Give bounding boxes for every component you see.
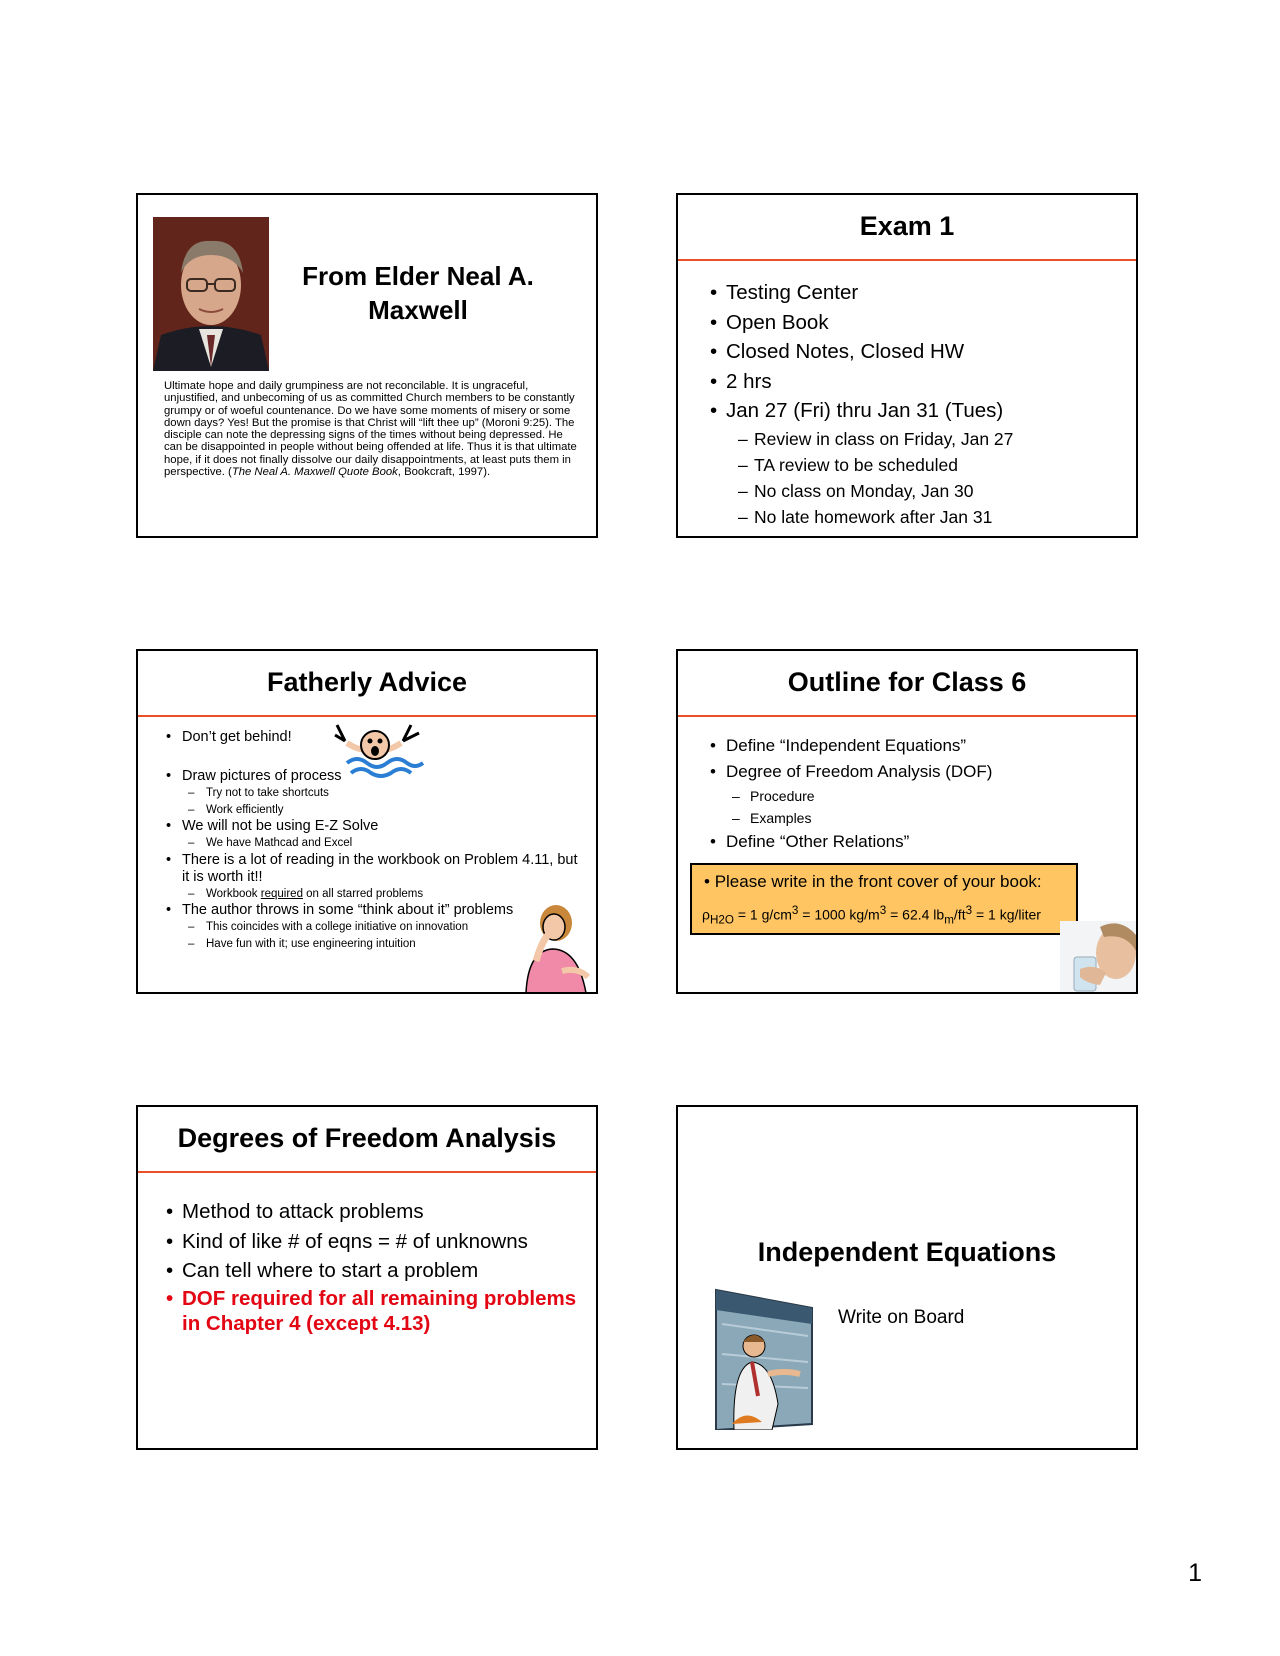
list-item: • Open Book bbox=[706, 308, 1126, 338]
list-item: • 2 hrs bbox=[706, 367, 1126, 397]
sub-list-item: – This coincides with a college initiative on innovation bbox=[162, 919, 582, 936]
sub-list-item: – TA review to be scheduled bbox=[706, 452, 1126, 478]
highlight-item: • DOF required for all remaining problems in Chapter 4 (except 4.13) bbox=[162, 1286, 592, 1336]
list-item: • There is a lot of reading in the workbook on Problem 4.11, but it is worth it!! bbox=[162, 852, 582, 886]
reminder-box bbox=[690, 863, 1078, 935]
quote-text: Ultimate hope and daily grumpiness are not reconcilable. It is ungraceful, unjustified, and unbecoming of us as committed Church members to be constantly grumpy or of woeful countenance. Do we have some moments of misery or some down days? Yes! But the promise is that Christ will “lift thee up” (Moroni 9:25). The disciple can note the depressing signs of the times without being depressed. He can be disappointed in people without being offended at life. Thus it is that ultimate hope, if it does not finally dissolve our daily disappointments, at least puts them in perspective. (The Neal A. Maxwell Quote Book, Bookcraft, 1997). bbox=[164, 380, 577, 479]
page-number: 1 bbox=[1188, 1559, 1202, 1587]
bullet-list bbox=[162, 1197, 592, 1336]
list-item: • Can tell where to start a problem bbox=[162, 1256, 592, 1286]
slide-title: From Elder Neal A. Maxwell bbox=[302, 261, 534, 325]
sub-list-item: – Procedure bbox=[706, 785, 1126, 807]
sub-list-item: – Examples bbox=[706, 807, 1126, 829]
sub-list-item: – Have fun with it; use engineering intuition bbox=[162, 936, 582, 953]
sub-list-item: – Workbook required on all starred problems bbox=[162, 886, 582, 903]
bullet-list bbox=[706, 278, 1126, 530]
slide-title: Degrees of Freedom Analysis bbox=[177, 1123, 557, 1153]
list-item: • We will not be using E-Z Solve bbox=[162, 818, 582, 835]
list-item: • Draw pictures of process bbox=[162, 768, 582, 785]
sub-list-item: – Try not to take shortcuts bbox=[162, 785, 582, 802]
slide-title: Independent Equations bbox=[757, 1237, 1057, 1267]
sub-list-item: – Work efficiently bbox=[162, 802, 582, 819]
slide-fatherly-advice bbox=[136, 649, 598, 994]
slide-outline-class-6 bbox=[676, 649, 1138, 994]
sub-list-item: – We have Mathcad and Excel bbox=[162, 835, 582, 852]
sub-list-item: – Review in class on Friday, Jan 27 bbox=[706, 426, 1126, 452]
sub-list-item: – No late homework after Jan 31 bbox=[706, 504, 1126, 530]
portrait-photo bbox=[153, 217, 269, 371]
slide-title: Fatherly Advice bbox=[266, 667, 468, 697]
drinking-water-photo bbox=[1060, 921, 1138, 994]
list-item: • The author throws in some “think about it” problems bbox=[162, 902, 582, 919]
thinking-woman-clipart bbox=[522, 901, 594, 993]
list-item: • Define “Independent Equations” bbox=[706, 733, 1126, 759]
slide-subtitle: Write on Board bbox=[838, 1307, 965, 1328]
list-item: • Testing Center bbox=[706, 278, 1126, 308]
list-item: • Don’t get behind! bbox=[162, 729, 582, 746]
title-divider bbox=[138, 1171, 596, 1173]
bullet-list bbox=[706, 733, 1126, 855]
drowning-person-clipart bbox=[333, 721, 425, 781]
list-item: • Closed Notes, Closed HW bbox=[706, 337, 1126, 367]
list-item: • Kind of like # of eqns = # of unknowns bbox=[162, 1227, 592, 1257]
slide-title: Outline for Class 6 bbox=[787, 667, 1027, 697]
teacher-at-board-clipart bbox=[712, 1284, 816, 1430]
list-item: • Define “Other Relations” bbox=[706, 829, 1126, 855]
list-item: • Degree of Freedom Analysis (DOF) bbox=[706, 759, 1126, 785]
list-item: • Jan 27 (Fri) thru Jan 31 (Tues) bbox=[706, 396, 1126, 426]
title-divider bbox=[138, 715, 596, 717]
slide-elder-maxwell bbox=[136, 193, 598, 538]
density-formula: $\rho_{H2O} = 1$ $g/cm^3 = 1000$ $kg/m^3 = 62.4$ $lb_m/ft^3 = 1$ kg/liter bbox=[702, 904, 1041, 927]
list-item: • Method to attack problems bbox=[162, 1197, 592, 1227]
sub-list-item: – No class on Monday, Jan 30 bbox=[706, 478, 1126, 504]
slide-exam-1 bbox=[676, 193, 1138, 538]
title-divider bbox=[678, 259, 1136, 261]
reminder-text: • Please write in the front cover of your book: bbox=[704, 872, 1042, 891]
slide-title: Exam 1 bbox=[859, 211, 955, 241]
slide-independent-equations bbox=[676, 1105, 1138, 1450]
quote-source: The Neal A. Maxwell Quote Book bbox=[231, 466, 398, 479]
slide-dof-analysis bbox=[136, 1105, 598, 1450]
title-divider bbox=[678, 715, 1136, 717]
